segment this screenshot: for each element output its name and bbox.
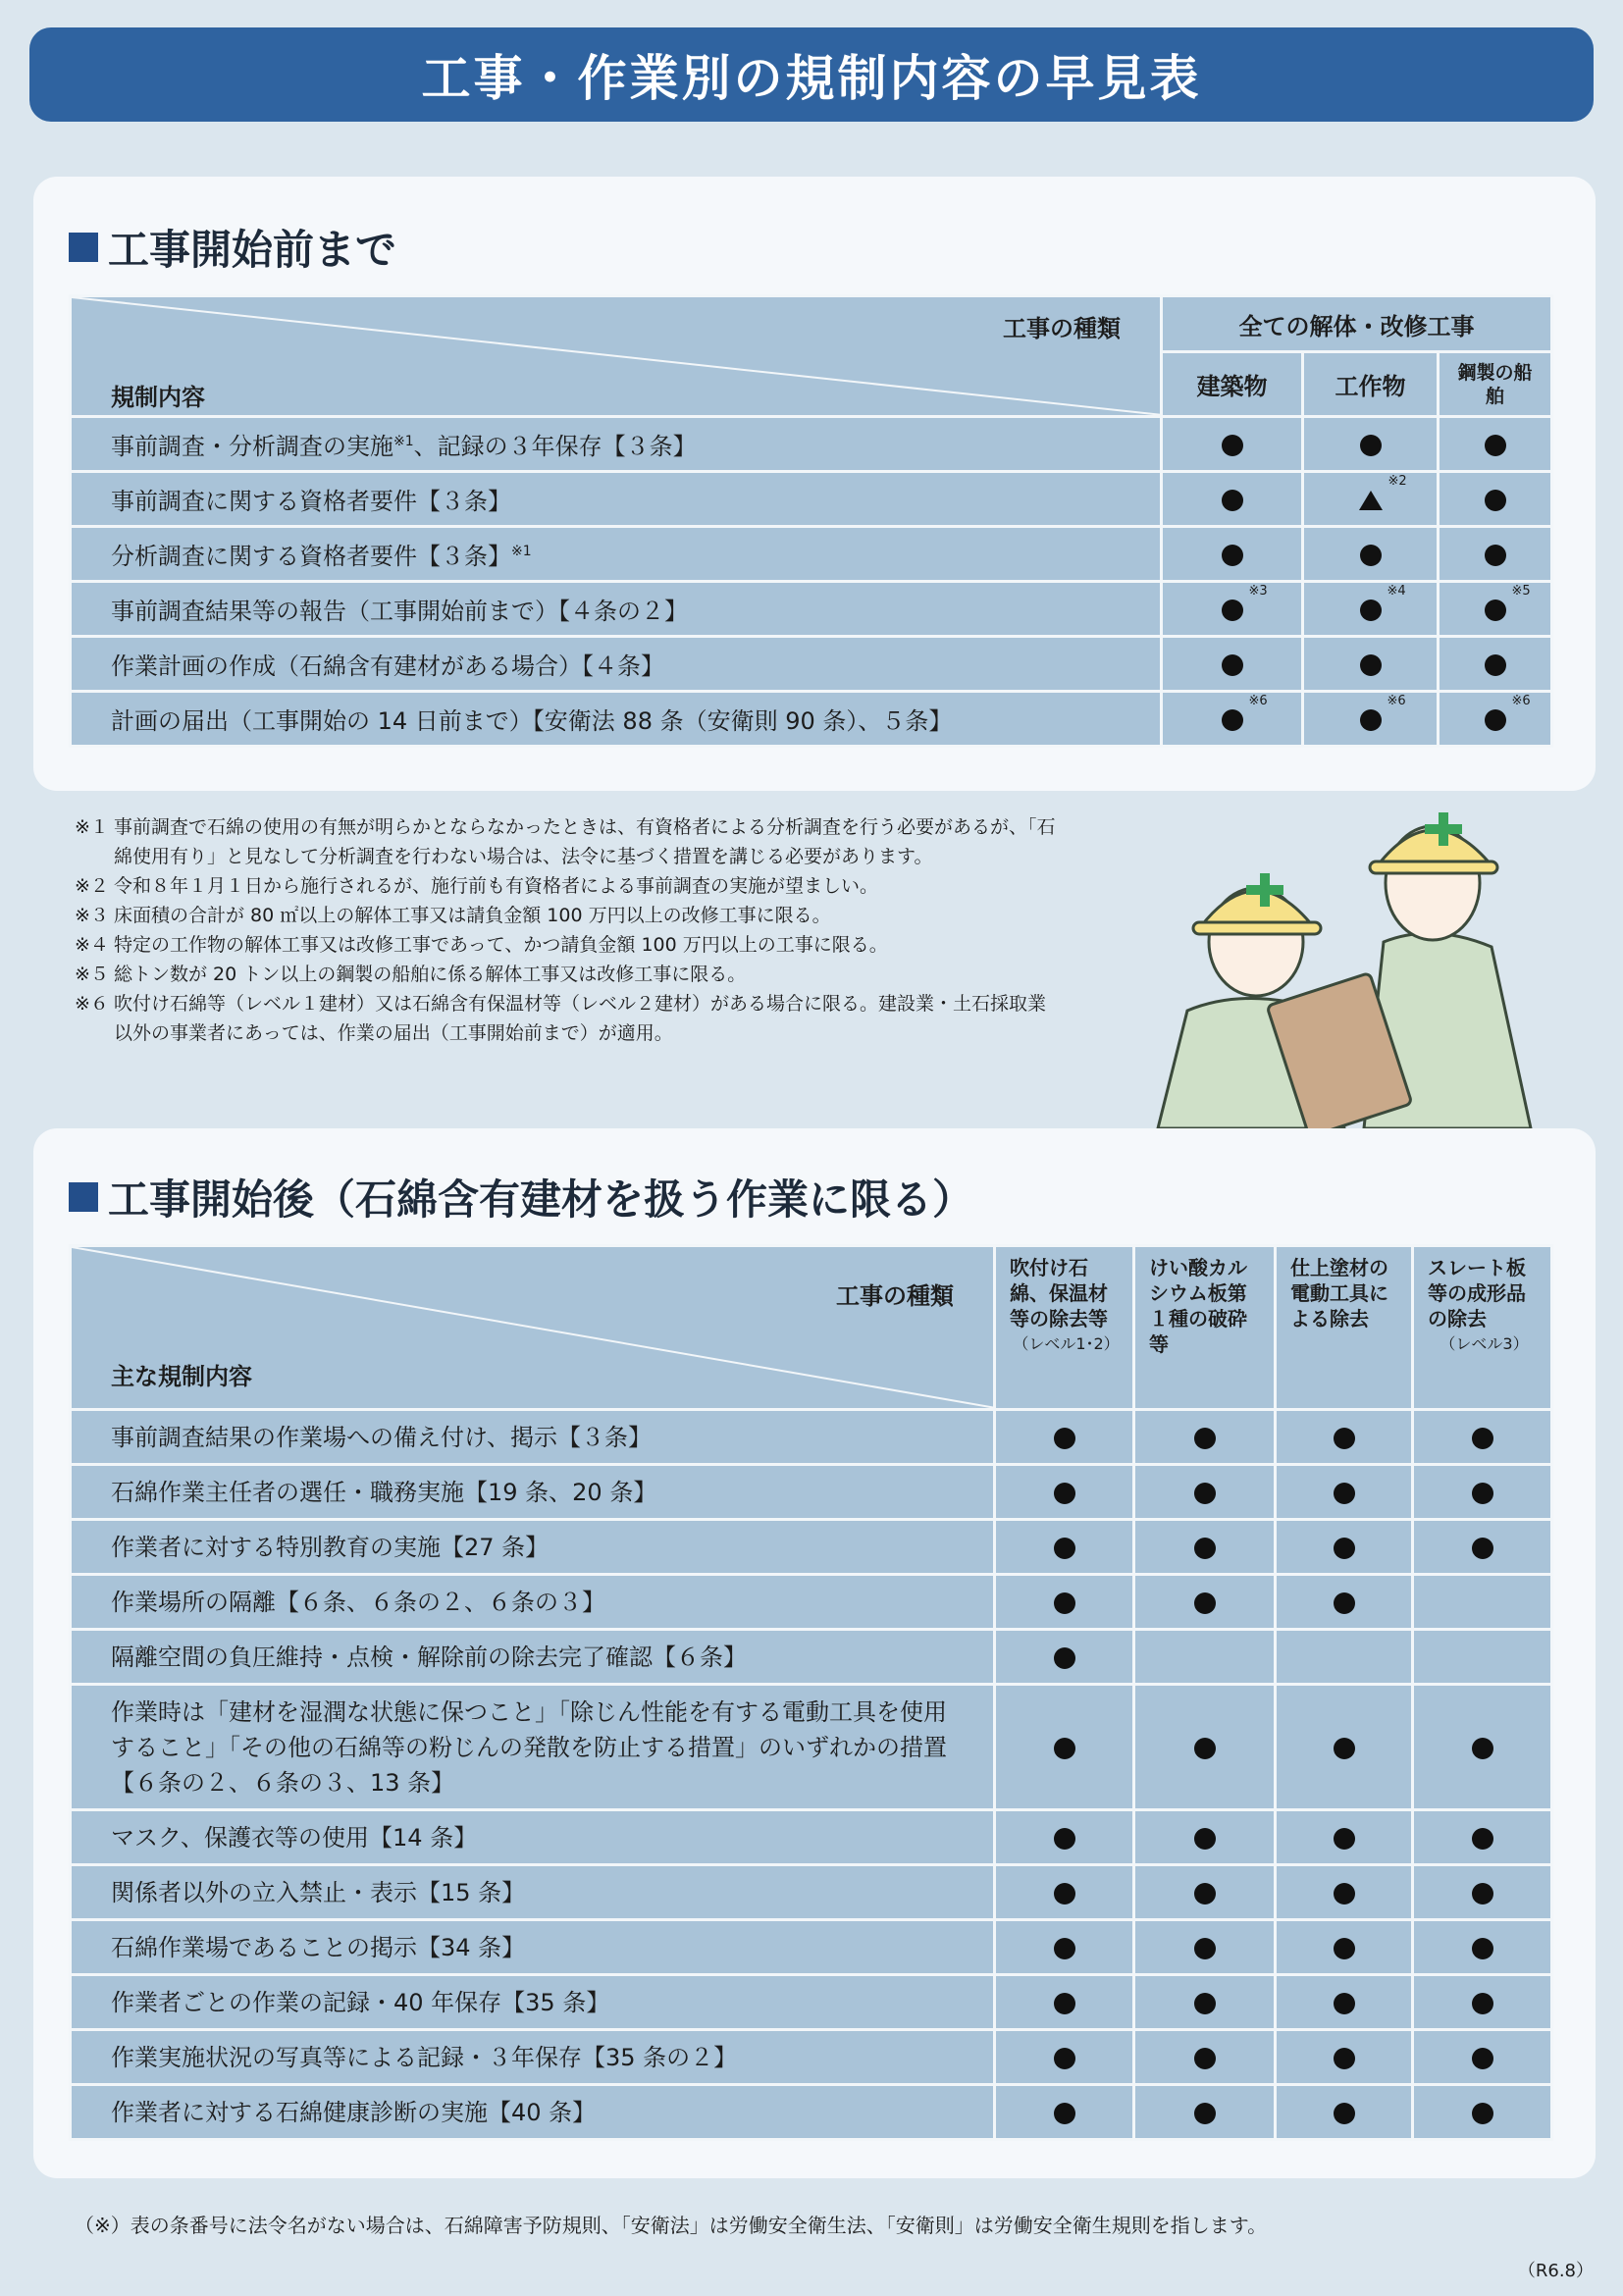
filled-circle-icon bbox=[1222, 654, 1243, 676]
before-content-label: 規制内容 bbox=[111, 384, 205, 411]
row-label: 作業時は「建材を湿潤な状態に保つこと」「除じん性能を有する電動工具を使用すること」「その他の石綿等の粉じんの発散を防止する措置」のいずれかの措置【６条の２、６条の３、13 条】 bbox=[71, 1685, 995, 1810]
filled-circle-icon bbox=[1054, 1938, 1075, 1959]
table-row bbox=[71, 1810, 1552, 1865]
mark-cell bbox=[1162, 692, 1303, 747]
row-label bbox=[71, 582, 1162, 637]
row-label bbox=[71, 417, 1162, 472]
footnote bbox=[75, 960, 1056, 989]
mark-4 bbox=[1472, 1879, 1493, 1906]
row-label-note: ※1 bbox=[511, 544, 532, 559]
row-label: 作業者に対する石綿健康診断の実施【40 条】 bbox=[71, 2085, 995, 2140]
section-square-icon bbox=[69, 233, 98, 262]
filled-circle-icon bbox=[1054, 1647, 1075, 1669]
mark-1 bbox=[1054, 2099, 1075, 2126]
mark-1 bbox=[1222, 541, 1243, 568]
mark-cell bbox=[1162, 472, 1303, 527]
filled-circle-icon bbox=[1054, 1483, 1075, 1504]
mark-cell bbox=[1276, 1575, 1413, 1630]
mark-1 bbox=[1222, 486, 1243, 513]
mark-cell bbox=[1413, 1630, 1552, 1685]
table-row bbox=[71, 1920, 1552, 1975]
before-col-ship: 鋼製の船舶 bbox=[1439, 352, 1552, 417]
mark-2 bbox=[1194, 2044, 1216, 2071]
row-label: 作業者に対する特別教育の実施【27 条】 bbox=[71, 1520, 995, 1575]
footnotes bbox=[75, 812, 1056, 1048]
table-row bbox=[71, 1575, 1552, 1630]
row-label: 関係者以外の立入禁止・表示【15 条】 bbox=[71, 1865, 995, 1920]
filled-circle-icon bbox=[1485, 545, 1506, 566]
row-label-text: 分析調査に関する資格者要件【３条】 bbox=[111, 543, 511, 570]
after-col-sprayed-text: 吹付け石綿、保温材等の除去等 bbox=[1010, 1256, 1108, 1331]
mark-cell bbox=[1439, 692, 1552, 747]
footnote-key: ※１ bbox=[75, 816, 109, 838]
bottom-note: （※）表の条番号に法令名がない場合は、石綿障害予防規則、「安衛法」は労働安全衛生法、「安衛則」は労働安全衛生規則を指します。 bbox=[75, 2214, 1268, 2237]
footnote-key: ※２ bbox=[75, 875, 109, 897]
mark-cell bbox=[1134, 2085, 1276, 2140]
mark-cell bbox=[995, 1465, 1134, 1520]
mark-cell bbox=[1413, 1410, 1552, 1465]
filled-circle-icon bbox=[1194, 1738, 1216, 1759]
row-label bbox=[71, 472, 1162, 527]
mark-cell bbox=[1134, 1865, 1276, 1920]
mark-cell bbox=[1276, 1465, 1413, 1520]
filled-circle-icon bbox=[1334, 1738, 1355, 1759]
mark-cell bbox=[1303, 637, 1439, 692]
footnote-text: 床面積の合計が 80 ㎡以上の解体工事又は請負金額 100 万円以上の改修工事に限る。 bbox=[114, 905, 831, 926]
mark-cell bbox=[1303, 527, 1439, 582]
mark-1 bbox=[1222, 693, 1268, 733]
mark-cell bbox=[1413, 1575, 1552, 1630]
filled-circle-icon bbox=[1334, 1538, 1355, 1559]
footnote bbox=[75, 901, 1056, 930]
mark-note: ※3 bbox=[1248, 583, 1268, 599]
mark-2 bbox=[1194, 1824, 1216, 1852]
mark-4 bbox=[1472, 1734, 1493, 1761]
mark-cell bbox=[1134, 1920, 1276, 1975]
footnote-text: 令和８年１月１日から施行されるが、施行前も有資格者による事前調査の実施が望ましい。 bbox=[114, 875, 879, 897]
row-label bbox=[71, 692, 1162, 747]
mark-1 bbox=[1054, 2044, 1075, 2071]
before-section-title bbox=[69, 218, 396, 277]
filled-circle-icon bbox=[1472, 1828, 1493, 1850]
mark-1 bbox=[1222, 583, 1268, 623]
mark-cell bbox=[1439, 417, 1552, 472]
mark-1 bbox=[1222, 651, 1243, 678]
mark-4 bbox=[1472, 1934, 1493, 1961]
mark-1 bbox=[1222, 431, 1243, 458]
after-section-title-text: 工事開始後（石綿含有建材を扱う作業に限る） bbox=[108, 1175, 974, 1224]
filled-circle-icon bbox=[1054, 2048, 1075, 2069]
mark-4 bbox=[1472, 1479, 1493, 1506]
mark-cell bbox=[995, 1920, 1134, 1975]
before-section-title-text: 工事開始前まで bbox=[108, 226, 397, 274]
row-label-note: ※1 bbox=[393, 434, 414, 449]
filled-circle-icon bbox=[1472, 1483, 1493, 1504]
footnote-text: 特定の工作物の解体工事又は改修工事であって、かつ請負金額 100 万円以上の工事に限る。 bbox=[114, 934, 888, 956]
mark-2 bbox=[1360, 583, 1406, 623]
mark-cell bbox=[1413, 1465, 1552, 1520]
table-row bbox=[71, 1520, 1552, 1575]
after-col-calcium bbox=[1134, 1246, 1276, 1410]
filled-circle-icon bbox=[1194, 1483, 1216, 1504]
mark-cell bbox=[1134, 1975, 1276, 2030]
filled-circle-icon bbox=[1054, 1828, 1075, 1850]
mark-3 bbox=[1334, 2099, 1355, 2126]
mark-cell bbox=[1439, 582, 1552, 637]
filled-circle-icon bbox=[1472, 1738, 1493, 1759]
row-label-text: 作業計画の作成（石綿含有建材がある場合）【４条】 bbox=[111, 652, 664, 680]
filled-circle-icon bbox=[1472, 1938, 1493, 1959]
filled-circle-icon bbox=[1485, 600, 1506, 621]
mark-cell bbox=[1413, 1810, 1552, 1865]
row-label: 事前調査結果の作業場への備え付け、掲示【３条】 bbox=[71, 1410, 995, 1465]
version-label: （R6.8） bbox=[1517, 2261, 1594, 2281]
filled-circle-icon bbox=[1360, 654, 1382, 676]
mark-cell bbox=[1134, 1465, 1276, 1520]
after-type-label: 工事の種類 bbox=[836, 1282, 954, 1310]
filled-circle-icon bbox=[1472, 2048, 1493, 2069]
mark-cell bbox=[1276, 2085, 1413, 2140]
mark-note: ※6 bbox=[1248, 693, 1268, 708]
table-row bbox=[71, 1685, 1552, 1810]
filled-circle-icon bbox=[1194, 1993, 1216, 2014]
mark-4 bbox=[1472, 1989, 1493, 2016]
diagonal-line bbox=[72, 297, 1163, 415]
mark-2 bbox=[1360, 541, 1382, 568]
section-square-icon bbox=[69, 1182, 98, 1212]
mark-3 bbox=[1334, 1734, 1355, 1761]
filled-circle-icon bbox=[1360, 545, 1382, 566]
mark-cell bbox=[1439, 637, 1552, 692]
filled-circle-icon bbox=[1194, 1538, 1216, 1559]
mark-note: ※2 bbox=[1387, 473, 1407, 489]
mark-cell bbox=[1413, 1865, 1552, 1920]
mark-1 bbox=[1054, 1879, 1075, 1906]
footnote bbox=[75, 989, 1056, 1048]
mark-1 bbox=[1054, 1479, 1075, 1506]
table-row bbox=[71, 1975, 1552, 2030]
row-label: 石綿作業場であることの掲示【34 条】 bbox=[71, 1920, 995, 1975]
filled-circle-icon bbox=[1472, 1883, 1493, 1905]
mark-3 bbox=[1485, 693, 1531, 733]
filled-circle-icon bbox=[1222, 709, 1243, 731]
table-row bbox=[71, 2030, 1552, 2085]
filled-circle-icon bbox=[1054, 1883, 1075, 1905]
mark-cell bbox=[995, 1975, 1134, 2030]
mark-2 bbox=[1194, 1879, 1216, 1906]
triangle-icon bbox=[1359, 491, 1383, 510]
table-row bbox=[71, 2085, 1552, 2140]
after-col-slate-text: スレート板等の成形品の除去 bbox=[1428, 1256, 1526, 1331]
footnote-key: ※４ bbox=[75, 934, 109, 956]
filled-circle-icon bbox=[1485, 435, 1506, 456]
after-col-finish bbox=[1276, 1246, 1413, 1410]
mark-cell bbox=[1276, 1920, 1413, 1975]
mark-3 bbox=[1485, 431, 1506, 458]
mark-cell bbox=[995, 1810, 1134, 1865]
mark-cell bbox=[1276, 1865, 1413, 1920]
table-row bbox=[71, 1865, 1552, 1920]
filled-circle-icon bbox=[1334, 1883, 1355, 1905]
mark-cell bbox=[1134, 1685, 1276, 1810]
footnote-text: 吹付け石綿等（レベル１建材）又は石綿含有保温材等（レベル２建材）がある場合に限る。建設業・土石採取業以外の事業者にあっては、作業の届出（工事開始前まで）が適用。 bbox=[114, 993, 1047, 1044]
filled-circle-icon bbox=[1054, 1993, 1075, 2014]
after-col-slate-level: （レベル3） bbox=[1440, 1334, 1529, 1353]
filled-circle-icon bbox=[1054, 1428, 1075, 1449]
filled-circle-icon bbox=[1054, 1592, 1075, 1614]
mark-1 bbox=[1054, 1424, 1075, 1451]
mark-1 bbox=[1054, 1824, 1075, 1852]
mark-2 bbox=[1359, 473, 1407, 513]
filled-circle-icon bbox=[1054, 2103, 1075, 2124]
mark-1 bbox=[1054, 1734, 1075, 1761]
mark-1 bbox=[1054, 1989, 1075, 2016]
mark-cell bbox=[1162, 527, 1303, 582]
mark-note: ※5 bbox=[1511, 583, 1531, 599]
mark-cell bbox=[995, 1630, 1134, 1685]
filled-circle-icon bbox=[1360, 600, 1382, 621]
mark-cell bbox=[1134, 1630, 1276, 1685]
mark-1 bbox=[1054, 1534, 1075, 1561]
mark-cell bbox=[1276, 1630, 1413, 1685]
mark-4 bbox=[1472, 2099, 1493, 2126]
table-row bbox=[71, 582, 1552, 637]
filled-circle-icon bbox=[1222, 435, 1243, 456]
mark-cell bbox=[995, 2030, 1134, 2085]
before-group-header: 全ての解体・改修工事 bbox=[1162, 296, 1552, 352]
mark-2 bbox=[1360, 693, 1406, 733]
table-row bbox=[71, 527, 1552, 582]
table-row bbox=[71, 1465, 1552, 1520]
filled-circle-icon bbox=[1222, 600, 1243, 621]
row-label: 作業場所の隔離【６条、６条の２、６条の３】 bbox=[71, 1575, 995, 1630]
mark-1 bbox=[1054, 1589, 1075, 1616]
filled-circle-icon bbox=[1334, 2103, 1355, 2124]
filled-circle-icon bbox=[1334, 1592, 1355, 1614]
mark-3 bbox=[1485, 583, 1531, 623]
row-label: 作業者ごとの作業の記録・40 年保存【35 条】 bbox=[71, 1975, 995, 2030]
workers-illustration-icon bbox=[1138, 775, 1550, 1128]
mark-2 bbox=[1360, 651, 1382, 678]
mark-3 bbox=[1334, 1424, 1355, 1451]
mark-cell bbox=[1413, 2085, 1552, 2140]
mark-cell bbox=[1162, 582, 1303, 637]
row-label-text: 事前調査・分析調査の実施 bbox=[111, 433, 393, 460]
row-label-tail: 、記録の３年保存【３条】 bbox=[413, 433, 697, 460]
mark-3 bbox=[1334, 2044, 1355, 2071]
filled-circle-icon bbox=[1194, 1592, 1216, 1614]
mark-3 bbox=[1485, 486, 1506, 513]
filled-circle-icon bbox=[1472, 1428, 1493, 1449]
mark-2 bbox=[1194, 1424, 1216, 1451]
mark-cell bbox=[1439, 527, 1552, 582]
filled-circle-icon bbox=[1472, 1993, 1493, 2014]
mark-2 bbox=[1194, 1589, 1216, 1616]
filled-circle-icon bbox=[1360, 435, 1382, 456]
filled-circle-icon bbox=[1334, 1828, 1355, 1850]
mark-cell bbox=[1276, 1410, 1413, 1465]
mark-3 bbox=[1334, 1824, 1355, 1852]
mark-cell bbox=[1303, 582, 1439, 637]
mark-cell bbox=[1413, 1975, 1552, 2030]
mark-cell bbox=[1276, 2030, 1413, 2085]
mark-4 bbox=[1472, 1424, 1493, 1451]
mark-cell bbox=[1134, 1810, 1276, 1865]
filled-circle-icon bbox=[1360, 709, 1382, 731]
page-banner bbox=[29, 27, 1594, 122]
filled-circle-icon bbox=[1472, 2103, 1493, 2124]
table-row bbox=[71, 1630, 1552, 1685]
filled-circle-icon bbox=[1334, 1993, 1355, 2014]
after-col-slate bbox=[1413, 1246, 1552, 1410]
filled-circle-icon bbox=[1054, 1738, 1075, 1759]
mark-cell bbox=[995, 1410, 1134, 1465]
table-row bbox=[71, 637, 1552, 692]
after-col-finish-text: 仕上塗材の電動工具による除去 bbox=[1290, 1256, 1388, 1331]
filled-circle-icon bbox=[1485, 654, 1506, 676]
footnote-key: ※３ bbox=[75, 905, 109, 926]
filled-circle-icon bbox=[1485, 709, 1506, 731]
mark-cell bbox=[1276, 1685, 1413, 1810]
mark-3 bbox=[1334, 1479, 1355, 1506]
mark-cell bbox=[995, 2085, 1134, 2140]
after-col-calcium-text: けい酸カルシウム板第１種の破砕等 bbox=[1149, 1256, 1247, 1356]
filled-circle-icon bbox=[1472, 1538, 1493, 1559]
mark-1 bbox=[1054, 1934, 1075, 1961]
mark-cell bbox=[1303, 417, 1439, 472]
row-label bbox=[71, 637, 1162, 692]
page-title: 工事・作業別の規制内容の早見表 bbox=[421, 50, 1202, 107]
mark-cell bbox=[1413, 2030, 1552, 2085]
footnote-key: ※５ bbox=[75, 964, 109, 985]
mark-cell bbox=[995, 1685, 1134, 1810]
after-section-title bbox=[69, 1168, 973, 1226]
mark-cell bbox=[1162, 637, 1303, 692]
mark-2 bbox=[1360, 431, 1382, 458]
mark-2 bbox=[1194, 1734, 1216, 1761]
mark-3 bbox=[1334, 1934, 1355, 1961]
filled-circle-icon bbox=[1334, 2048, 1355, 2069]
mark-cell bbox=[995, 1865, 1134, 1920]
row-label: マスク、保護衣等の使用【14 条】 bbox=[71, 1810, 995, 1865]
filled-circle-icon bbox=[1485, 490, 1506, 511]
mark-cell bbox=[1134, 1575, 1276, 1630]
mark-4 bbox=[1472, 1824, 1493, 1852]
mark-4 bbox=[1472, 2044, 1493, 2071]
mark-note: ※4 bbox=[1387, 583, 1406, 599]
after-col-sprayed-level: （レベル1･2） bbox=[1013, 1334, 1120, 1353]
table-row bbox=[71, 692, 1552, 747]
mark-note: ※6 bbox=[1387, 693, 1406, 708]
table-row bbox=[71, 472, 1552, 527]
row-label bbox=[71, 527, 1162, 582]
row-label-text: 事前調査に関する資格者要件【３条】 bbox=[111, 488, 511, 515]
table-row bbox=[71, 417, 1552, 472]
footnote-text: 総トン数が 20 トン以上の鋼製の船舶に係る解体工事又は改修工事に限る。 bbox=[114, 964, 747, 985]
filled-circle-icon bbox=[1054, 1538, 1075, 1559]
mark-cell bbox=[1303, 692, 1439, 747]
before-col-structure: 工作物 bbox=[1303, 352, 1439, 417]
filled-circle-icon bbox=[1194, 2048, 1216, 2069]
footnote bbox=[75, 871, 1056, 901]
after-content-label: 主な規制内容 bbox=[111, 1363, 252, 1390]
filled-circle-icon bbox=[1194, 1938, 1216, 1959]
filled-circle-icon bbox=[1334, 1428, 1355, 1449]
mark-cell bbox=[995, 1520, 1134, 1575]
mark-3 bbox=[1334, 1989, 1355, 2016]
mark-cell bbox=[1276, 1520, 1413, 1575]
mark-4 bbox=[1472, 1534, 1493, 1561]
mark-cell bbox=[1134, 2030, 1276, 2085]
mark-2 bbox=[1194, 1534, 1216, 1561]
filled-circle-icon bbox=[1222, 545, 1243, 566]
footnote-text: 事前調査で石綿の使用の有無が明らかとならなかったときは、有資格者による分析調査を行う必要があるが、「石綿使用有り」と見なして分析調査を行わない場合は、法令に基づく措置を講じる必要があります。 bbox=[114, 816, 1056, 867]
footnote-key: ※６ bbox=[75, 993, 109, 1015]
mark-cell bbox=[1162, 417, 1303, 472]
mark-3 bbox=[1334, 1879, 1355, 1906]
before-type-label: 工事の種類 bbox=[1003, 315, 1121, 342]
mark-2 bbox=[1194, 2099, 1216, 2126]
mark-2 bbox=[1194, 1989, 1216, 2016]
after-table bbox=[69, 1244, 1553, 2141]
table-row bbox=[71, 1410, 1552, 1465]
before-table bbox=[69, 294, 1553, 748]
filled-circle-icon bbox=[1194, 1428, 1216, 1449]
row-label: 石綿作業主任者の選任・職務実施【19 条、20 条】 bbox=[71, 1465, 995, 1520]
filled-circle-icon bbox=[1222, 490, 1243, 511]
row-label: 作業実施状況の写真等による記録・３年保存【35 条の２】 bbox=[71, 2030, 995, 2085]
mark-3 bbox=[1334, 1589, 1355, 1616]
row-label: 隔離空間の負圧維持・点検・解除前の除去完了確認【６条】 bbox=[71, 1630, 995, 1685]
row-label-text: 計画の届出（工事開始の 14 日前まで）【安衛法 88 条（安衛則 90 条）、５条】 bbox=[111, 707, 953, 735]
mark-cell bbox=[1276, 1975, 1413, 2030]
mark-cell bbox=[1413, 1520, 1552, 1575]
mark-cell bbox=[1134, 1410, 1276, 1465]
footnote bbox=[75, 812, 1056, 871]
mark-2 bbox=[1194, 1479, 1216, 1506]
before-header-diagonal bbox=[71, 296, 1162, 417]
mark-3 bbox=[1485, 651, 1506, 678]
mark-cell bbox=[1134, 1520, 1276, 1575]
filled-circle-icon bbox=[1334, 1938, 1355, 1959]
mark-cell bbox=[1413, 1920, 1552, 1975]
mark-1 bbox=[1054, 1644, 1075, 1671]
filled-circle-icon bbox=[1194, 1883, 1216, 1905]
after-header-diagonal bbox=[71, 1246, 995, 1410]
before-col-building: 建築物 bbox=[1162, 352, 1303, 417]
mark-cell bbox=[995, 1575, 1134, 1630]
row-label-text: 事前調査結果等の報告（工事開始前まで）【４条の２】 bbox=[111, 598, 688, 625]
filled-circle-icon bbox=[1194, 1828, 1216, 1850]
mark-cell bbox=[1413, 1685, 1552, 1810]
mark-cell bbox=[1303, 472, 1439, 527]
mark-2 bbox=[1194, 1934, 1216, 1961]
mark-cell bbox=[1276, 1810, 1413, 1865]
footnote bbox=[75, 930, 1056, 960]
after-col-sprayed bbox=[995, 1246, 1134, 1410]
mark-3 bbox=[1485, 541, 1506, 568]
mark-note: ※6 bbox=[1511, 693, 1531, 708]
filled-circle-icon bbox=[1194, 2103, 1216, 2124]
filled-circle-icon bbox=[1334, 1483, 1355, 1504]
mark-3 bbox=[1334, 1534, 1355, 1561]
mark-cell bbox=[1439, 472, 1552, 527]
